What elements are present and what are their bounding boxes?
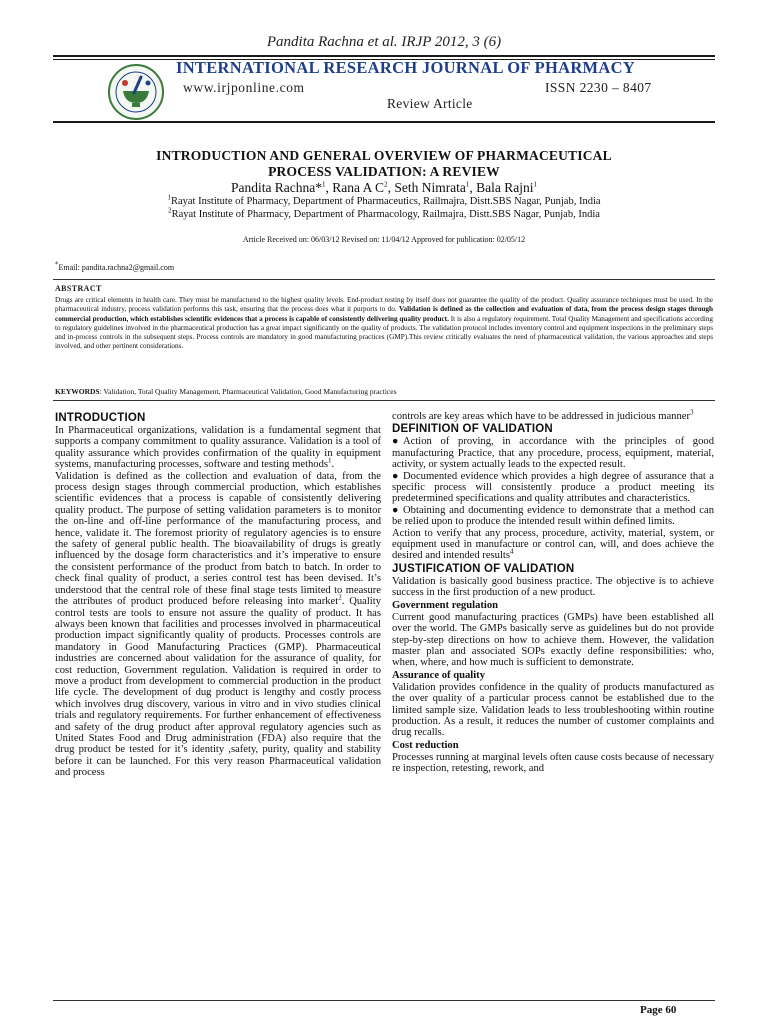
article-dates: Article Received on: 06/03/12 Revised on: 11/04/12 Approved for publication: 02/05/12 (242, 235, 526, 244)
article-type: Review Article (387, 96, 473, 111)
paper-title-line1: INTRODUCTION AND GENERAL OVERVIEW OF PHARMACEUTICAL (156, 148, 612, 163)
paragraph: Processes running at marginal levels often cause costs because of necessary re inspection, retesting, rework, and (392, 751, 714, 775)
abstract-part-bold: Validation is defined as the collection and evaluation of data, from the process design stages through commercial production, which establishes scientific evidences that a process is capable of consistently delivering quality product. (55, 305, 714, 323)
paper-title (60, 148, 708, 180)
author-name: Rana A C (332, 180, 385, 195)
bullet-item (392, 505, 714, 528)
author-affiliation-mark: 1 (465, 180, 470, 189)
journal-title: INTERNATIONAL RESEARCH JOURNAL OF PHARMACY (176, 58, 636, 77)
abstract-text (55, 296, 713, 352)
section-heading-introduction: INTRODUCTION (55, 412, 146, 424)
keywords (55, 387, 713, 396)
journal-website-link[interactable]: www.irjponline.com (183, 80, 305, 95)
citation-mark: 3 (690, 408, 694, 417)
abstract-part-b: It is also a regulatory requirement. Total Quality Management and specifications according to regulatory guidelines involved in the pharmaceutical production has a great impact significantly on the quality of products. The validation protocol includes inventory control and equipment inspections in the preliminary steps and in-process controls in the subsequent steps. Process controls are mandatory in good manufacturing practices (GMP).This review critically evaluates the need of pharmaceutical validation, the various approaches and steps involved, and other pertinent considerations. (55, 314, 714, 351)
section-heading-definition: DEFINITION OF VALIDATION (392, 423, 553, 436)
bullet-icon: ● (392, 436, 399, 448)
footer-rule (53, 1000, 715, 1001)
header-rule-thick (53, 55, 715, 57)
author-separator: , (387, 180, 395, 195)
author-affiliation-mark: 1 (322, 180, 326, 189)
abstract-rule-top (53, 279, 715, 280)
paragraph (55, 425, 381, 471)
header-rule-bottom (53, 121, 715, 123)
keywords-label: KEYWORDS (55, 387, 100, 396)
bullet-text: Documented evidence which provides a high degree of assurance that a specific process will consistently produce a product meeting its predetermined specifications and quality attributes and characteristics. (392, 470, 714, 505)
subheading-government-regulation: Government regulation (392, 599, 499, 611)
affiliation-mark: 1 (167, 193, 171, 202)
affiliation-text: Rayat Institute of Pharmacy, Department of Pharmacology, Railmajra, Distt.SBS Nagar, Punjab, India (171, 209, 600, 220)
section-heading-justification: JUSTIFICATION OF VALIDATION (392, 562, 575, 575)
corresponding-email (55, 260, 175, 272)
affiliation-text: Rayat Institute of Pharmacy, Department of Pharmaceutics, Railmajra, Distt.SBS Nagar, Punjab, India (170, 196, 601, 207)
paragraph-text: Validation is defined as the collection and evaluation of data, from the process design stages through commercial production, which establishes scientific evidences that a process is capable of consistently delivering quality product. The purpose of setting validation parameters is to monitor the on-line and off-line performance of the manufacturing process, and hence, validate it. The foremost priority of regulatory agencies is to ensure the safety of general public health. The bioavailability of drugs is greatly influenced by the dosage form characteristics and it’s imperative to ensure the consistent performance of the product from batch to batch. In order to check final quality of product, a series control test has been devised. It’s understood that the central role of these final stage tests limited to measure the attributes of product produced before releasing into market (55, 470, 381, 608)
keywords-rule (53, 400, 715, 401)
affiliation-1 (60, 193, 708, 207)
author-affiliation-mark: 2 (384, 180, 388, 189)
bullet-text: Obtaining and documenting evidence to demonstrate that a method can be relied upon to produce the intended result within defined limits. (392, 504, 714, 528)
paragraph-text: . (331, 459, 335, 471)
paragraph (55, 471, 381, 779)
bullet-item (392, 471, 714, 505)
author-name: Pandita Rachna* (230, 180, 323, 195)
affiliation-mark: 2 (168, 206, 172, 215)
paragraph: Validation provides confidence in the quality of products manufactured as the over quality of a particular process cannot be established due to the limited sample size. Validation leads to less troubleshooting within routine production. As a result, it reduces the number of customer complaints and drug recalls. (392, 681, 714, 739)
paragraph (392, 528, 714, 562)
subheading-assurance-of-quality: Assurance of quality (392, 669, 485, 681)
subheading-cost-reduction: Cost reduction (392, 739, 459, 751)
running-head: Pandita Rachna et al. IRJP 2012, 3 (6) (266, 34, 502, 50)
affiliation-2 (60, 206, 708, 220)
journal-logo-icon (101, 63, 171, 121)
author-name: Bala Rajni (476, 180, 534, 195)
abstract-heading: ABSTRACT (55, 284, 102, 293)
author-affiliation-mark: 1 (533, 180, 538, 189)
citation-mark: 1 (328, 456, 332, 465)
email-text[interactable]: Email: pandita.rachna2@gmail.com (58, 263, 175, 272)
paragraph-text: controls are key areas which have to be addressed in judicious manner (392, 411, 690, 422)
paragraph (392, 408, 714, 422)
bullet-icon: ● (392, 504, 399, 516)
paragraph-text: In Pharmaceutical organizations, validation is a fundamental segment that supports a company commitment to quality assurance. Validation is a tool of quality assurance which provides confirmation of the quality in equipment systems, manufacturing processes, software and testing methods (55, 425, 381, 471)
keywords-list: : Validation, Total Quality Management, Pharmaceutical Validation, Good Manufacturing practices (99, 387, 397, 396)
paper-title-line2: PROCESS VALIDATION: A REVIEW (268, 164, 500, 179)
right-column (392, 408, 714, 775)
paragraph: Validation is basically good business practice. The objective is to achieve success in the first production of a new product. (392, 575, 714, 599)
author-list (60, 180, 708, 196)
page-number: Page 60 (640, 1004, 677, 1016)
paragraph-text: . Quality control tests are tools to ensure not assure the quality of product. It has always been known that facilities and processes involved in pharmaceutical production impact significantly quality of products. Processes controls are mandatory in Good Manufacturing Practices (GMP). Pharmaceutical industries are concerned about validation for the assurance of quality, for cost reduction, Government regulation. Validation is required in order to move a product from development to commercial production in the product life cycle. The development of dug product is lengthy and costly process which involves drug discovery, various in vitro and in vivo studies clinical trials and regulatory requirements. For further enhancement of effectiveness and safety of the drug product after approval regulatory agencies such as United States Food and Drug administration (FDA) also require that the drug product be tested for it’s identity ,safety, purity, quality and stability before it can be launched. For this very reason Pharmaceutical validation and process (55, 596, 381, 779)
citation-mark: 2 (338, 593, 342, 602)
author-name: Seth Nimrata (394, 180, 466, 195)
citation-mark: 4 (509, 547, 514, 556)
author-separator: , (469, 180, 477, 195)
paragraph-text: Action to verify that any process, procedure, activity, material, system, or equipment used in manufacture or control can, will, and does achieve the desired and intended results (392, 527, 714, 562)
author-separator: , (325, 180, 333, 195)
left-column (55, 411, 381, 779)
abstract-part-a: Drugs are critical elements in health care. They must be manufactured to the highest quality levels. End-product testing by itself does not guarantee the quality of the product. Quality assurance techniques must be used. In the pharmaceutical industry, process validation performs this task, ensuring that the process does what it purports to do. (55, 296, 713, 314)
bullet-text: Action of proving, in accordance with the principles of good manufacturing Practice, that any procedure, process, equipment, material, activity, or system actually leads to the expected result. (392, 436, 714, 471)
journal-issn: ISSN 2230 – 8407 (545, 80, 652, 95)
bullet-icon: ● (392, 470, 399, 482)
email-star: * (55, 260, 59, 269)
paragraph: Current good manufacturing practices (GMPs) have been established all over the world. The GMPs basically serve as guidelines but do not provide step-by-step directions on how to achieve them. However, the validation master plan and associated SOPs exactly define responsibilities: who, when, where, and how much is sufficient to demonstrate. (392, 611, 714, 669)
bullet-item (392, 436, 714, 470)
